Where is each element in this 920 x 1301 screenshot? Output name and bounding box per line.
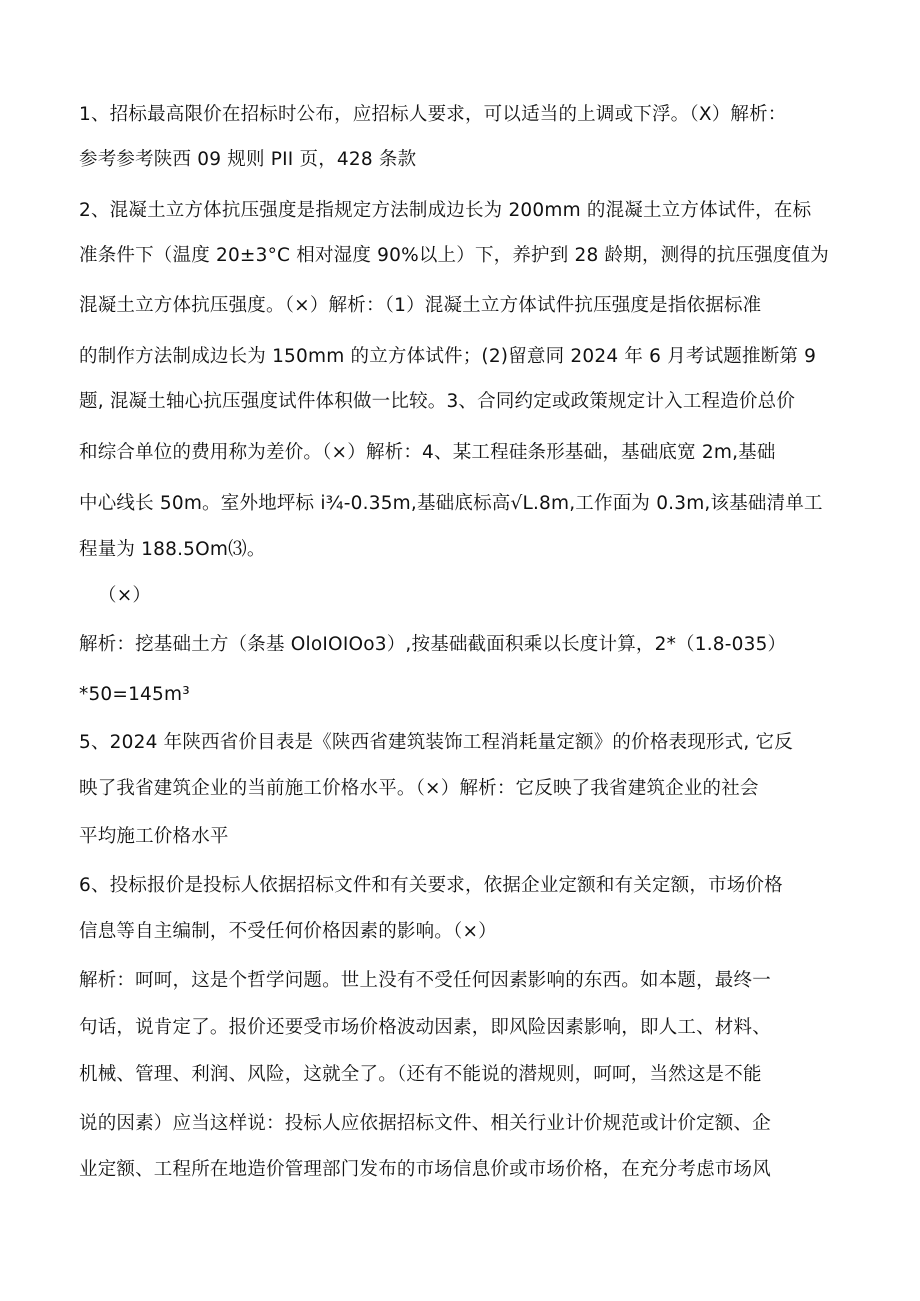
text-line: 题, 混凝土轴心抗压强度试件体积做一比较。3、合同约定或政策规定计入工程造价总价 [79,391,796,412]
text-line: 映了我省建筑企业的当前施工价格水平。（×）解析：它反映了我省建筑企业的社会 [79,778,759,799]
text-line: 的制作方法制成边长为 150mm 的立方体试件；(2)留意同 2024 年 6 月考试题推断第 9 [79,346,817,367]
text-line: 信息等自主编制，不受任何价格因素的影响。（×） [79,921,497,942]
text-line: 1、招标最高限价在招标时公布，应招标人要求，可以适当的上调或下浮。（X）解析： [79,104,787,125]
text-line: 机械、管理、利润、风险，这就全了。（还有不能说的潜规则，呵呵，当然这是不能 [79,1064,762,1085]
text-line: 中心线长 50m。室外地坪标 i¾-0.35m,基础底标高√L.8m,工作面为 0.3m,该基础清单工 [79,493,823,514]
text-line: 5、2024 年陕西省价目表是《陕西省建筑装饰工程消耗量定额》的价格表现形式, 它反 [79,732,793,753]
text-line: 平均施工价格水平 [79,826,229,847]
text-line: 解析：挖基础土方（条基 OloIOIOo3）,按基础截面积乘以长度计算，2*（1.8-035） [79,634,787,655]
text-line: *50=145m³ [79,684,190,705]
text-line: 解析：呵呵，这是个哲学问题。世上没有不受任何因素影响的东西。如本题，最终一 [79,970,771,991]
text-line: 2、混凝土立方体抗压强度是指规定方法制成边长为 200mm 的混凝土立方体试件，在标 [79,200,812,221]
text-line: 程量为 188.5Om⑶。 [79,539,266,560]
text-line: （×） [98,585,152,606]
text-line: 参考参考陕西 09 规则 PII 页，428 条款 [79,149,417,170]
text-line: 句话，说肯定了。报价还要受市场价格波动因素，即风险因素影响，即人工、材料、 [79,1017,771,1038]
text-line: 说的因素）应当这样说：投标人应依据招标文件、相关行业计价规范或计价定额、企 [79,1113,771,1134]
text-line: 准条件下（温度 20±3°C 相对湿度 90%以上）下，养护到 28 龄期，测得的抗压强度值为 [79,245,829,266]
text-line: 6、投标报价是投标人依据招标文件和有关要求，依据企业定额和有关定额，市场价格 [79,875,783,896]
text-line: 混凝土立方体抗压强度。（×）解析：（1）混凝土立方体试件抗压强度是指依据标准 [79,295,762,316]
text-line: 业定额、工程所在地造价管理部门发布的市场信息价或市场价格，在充分考虑市场风 [79,1159,771,1180]
text-line: 和综合单位的费用称为差价。（×）解析：4、某工程硅条形基础，基础底宽 2m,基础 [79,442,776,463]
